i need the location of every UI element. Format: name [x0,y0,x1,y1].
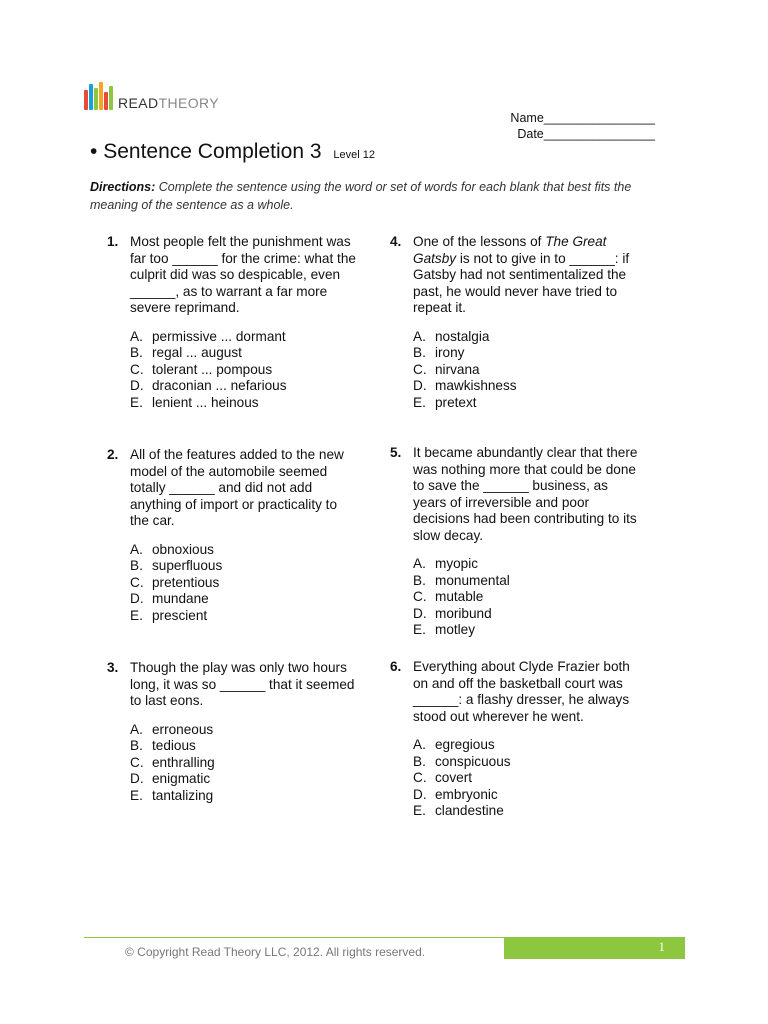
choice-text: moribund [435,605,492,621]
answer-choice[interactable] [413,803,640,820]
choice-letter: A. [413,737,426,752]
choice-text: tedious [152,738,196,753]
answer-choice[interactable] [413,362,640,379]
level-label: Level 12 [333,149,375,161]
answer-choice[interactable] [130,608,357,625]
choice-text: permissive ... dormant [152,328,286,344]
directions-text: Complete the sentence using the word or set of words for each blank that best fits the meaning of the sentence as a whole. [90,180,632,212]
choice-text: covert [435,770,473,785]
answer-choices [130,329,357,412]
choice-letter: A. [130,721,143,737]
choice-text: superfluous [152,558,223,573]
question-5 [390,445,640,639]
choice-letter: A. [413,556,426,571]
choice-text: conspicuous [435,753,511,769]
logo-wordmark-theory: THEORY [158,95,219,111]
choice-text: enigmatic [152,771,211,786]
answer-choice[interactable] [130,771,357,788]
choice-letter: B. [130,345,143,360]
stem-text: One of the lessons of [413,234,546,249]
question-1 [107,234,357,411]
question-number: 3. [107,660,119,675]
name-date-block [510,110,655,142]
directions-label: Directions: [90,180,156,194]
footer-divider [84,937,504,938]
choice-text: nirvana [435,361,480,377]
question-number: 6. [390,659,402,674]
answer-choice[interactable] [413,589,640,606]
choice-text: mundane [152,591,209,606]
choice-letter: D. [130,591,144,606]
answer-choice[interactable] [130,755,357,772]
answer-choice[interactable] [413,395,640,412]
choice-letter: A. [130,328,143,344]
question-3 [107,660,357,804]
copyright-notice: © Copyright Read Theory LLC, 2012. All rights reserved. [125,945,426,959]
choice-text: egregious [435,737,495,752]
answer-choice[interactable] [413,378,640,395]
choice-letter: B. [413,345,426,360]
answer-choice[interactable] [130,329,357,346]
answer-choice[interactable] [413,606,640,623]
logo-bar [109,86,113,110]
answer-choice[interactable] [413,329,640,346]
choice-text: regal ... august [152,345,242,360]
answer-choice[interactable] [130,722,357,739]
book-title: The Great Gatsby [413,234,607,266]
name-line: Name________________ [510,111,655,125]
choice-letter: D. [413,378,427,393]
choice-letter: C. [413,361,427,377]
question-6 [390,659,640,820]
choice-letter: C. [130,754,144,770]
answer-choices [130,542,357,625]
question-2 [107,447,357,624]
directions [90,178,670,214]
choice-text: clandestine [435,803,504,818]
answer-choice[interactable] [130,558,357,575]
answer-choice[interactable] [413,556,640,573]
choice-text: nostalgia [435,328,490,344]
answer-choice[interactable] [413,754,640,771]
answer-choices [413,737,640,820]
choice-letter: D. [130,378,144,393]
choice-text: tantalizing [152,787,214,803]
answer-choice[interactable] [130,591,357,608]
choice-text: tolerant ... pompous [152,361,273,377]
question-stem: It became abundantly clear that there was nothing more that could be done to save the ______ business, as years of irreversible and poor decisions had been contributing to its slow decay. [413,445,638,543]
choice-letter: E. [413,394,426,410]
choice-text: mawkishness [435,378,517,393]
choice-letter: C. [130,361,144,377]
question-number: 1. [107,234,119,249]
choice-letter: D. [130,771,144,786]
answer-choice[interactable] [413,345,640,362]
question-stem: Most people felt the punishment was far too ______ for the crime: what the culprit did was so despicable, even ______, as to warrant a far more severe reprimand. [130,234,356,315]
answer-choice[interactable] [130,345,357,362]
choice-text: irony [435,345,465,360]
logo-bar [84,90,88,110]
choice-text: enthralling [152,754,215,770]
title-text: Sentence Completion 3 [103,140,322,163]
choice-text: pretentious [152,574,220,590]
answer-choice[interactable] [413,573,640,590]
date-line: Date________________ [517,127,655,141]
choice-letter: A. [413,328,426,344]
choice-text: myopic [435,556,479,571]
choice-letter: D. [413,605,427,621]
choice-letter: C. [413,770,427,785]
choice-letter: B. [413,572,426,588]
question-number: 2. [107,447,119,462]
choice-text: draconian ... nefarious [152,378,287,393]
choice-letter: E. [130,607,143,623]
question-stem [413,234,640,317]
choice-text: embryonic [435,786,498,802]
logo-bar [89,84,93,110]
question-stem: All of the features added to the new model of the automobile seemed totally ______ and did not add anything of import or practicality to the car. [130,447,344,528]
answer-choice[interactable] [130,378,357,395]
logo-bar [94,88,98,110]
books-logo-icon [84,82,114,110]
stem-text: is not to give in to ______: if Gatsby had not sentimentalized the past, he would never have tried to repeat it. [413,250,630,315]
choice-letter: B. [413,753,426,769]
question-number: 4. [390,234,402,249]
choice-letter: C. [413,589,427,604]
choice-letter: E. [413,803,426,818]
page-number-box [504,937,685,959]
page-number: 1 [658,939,665,954]
answer-choice[interactable] [130,542,357,559]
question-4 [390,234,640,411]
title-bullet: • [90,140,98,163]
choice-text: mutable [435,589,484,604]
choice-text: pretext [435,394,477,410]
choice-text: motley [435,622,476,637]
answer-choice[interactable] [413,737,640,754]
answer-choices [130,722,357,805]
answer-choices [413,329,640,412]
logo-wordmark [118,96,219,110]
choice-letter: E. [130,787,143,803]
question-stem: Everything about Clyde Frazier both on and off the basketball court was ______: a flashy dresser, he always stood out wherever he went. [413,659,630,724]
choice-text: monumental [435,572,510,588]
answer-choice[interactable] [130,575,357,592]
answer-choice[interactable] [130,738,357,755]
choice-text: lenient ... heinous [152,394,259,410]
logo-wordmark-read: READ [118,95,159,111]
page-title [90,140,375,164]
answer-choice[interactable] [413,770,640,787]
answer-choice[interactable] [413,622,640,639]
choice-letter: E. [413,622,426,637]
answer-choice[interactable] [130,395,357,412]
answer-choice[interactable] [130,362,357,379]
choice-text: obnoxious [152,541,214,557]
answer-choice[interactable] [413,787,640,804]
question-number: 5. [390,445,402,460]
choice-text: erroneous [152,721,214,737]
logo-bar [99,82,103,110]
choice-letter: E. [130,394,143,410]
answer-choice[interactable] [130,788,357,805]
choice-text: prescient [152,607,208,623]
choice-letter: C. [130,574,144,590]
choice-letter: B. [130,738,143,753]
choice-letter: D. [413,786,427,802]
question-stem: Though the play was only two hours long, it was so ______ that it seemed to last eons. [130,660,355,708]
choice-letter: A. [130,541,143,557]
answer-choices [413,556,640,639]
readtheory-logo [84,82,219,110]
logo-bar [104,92,108,110]
choice-letter: B. [130,558,143,573]
